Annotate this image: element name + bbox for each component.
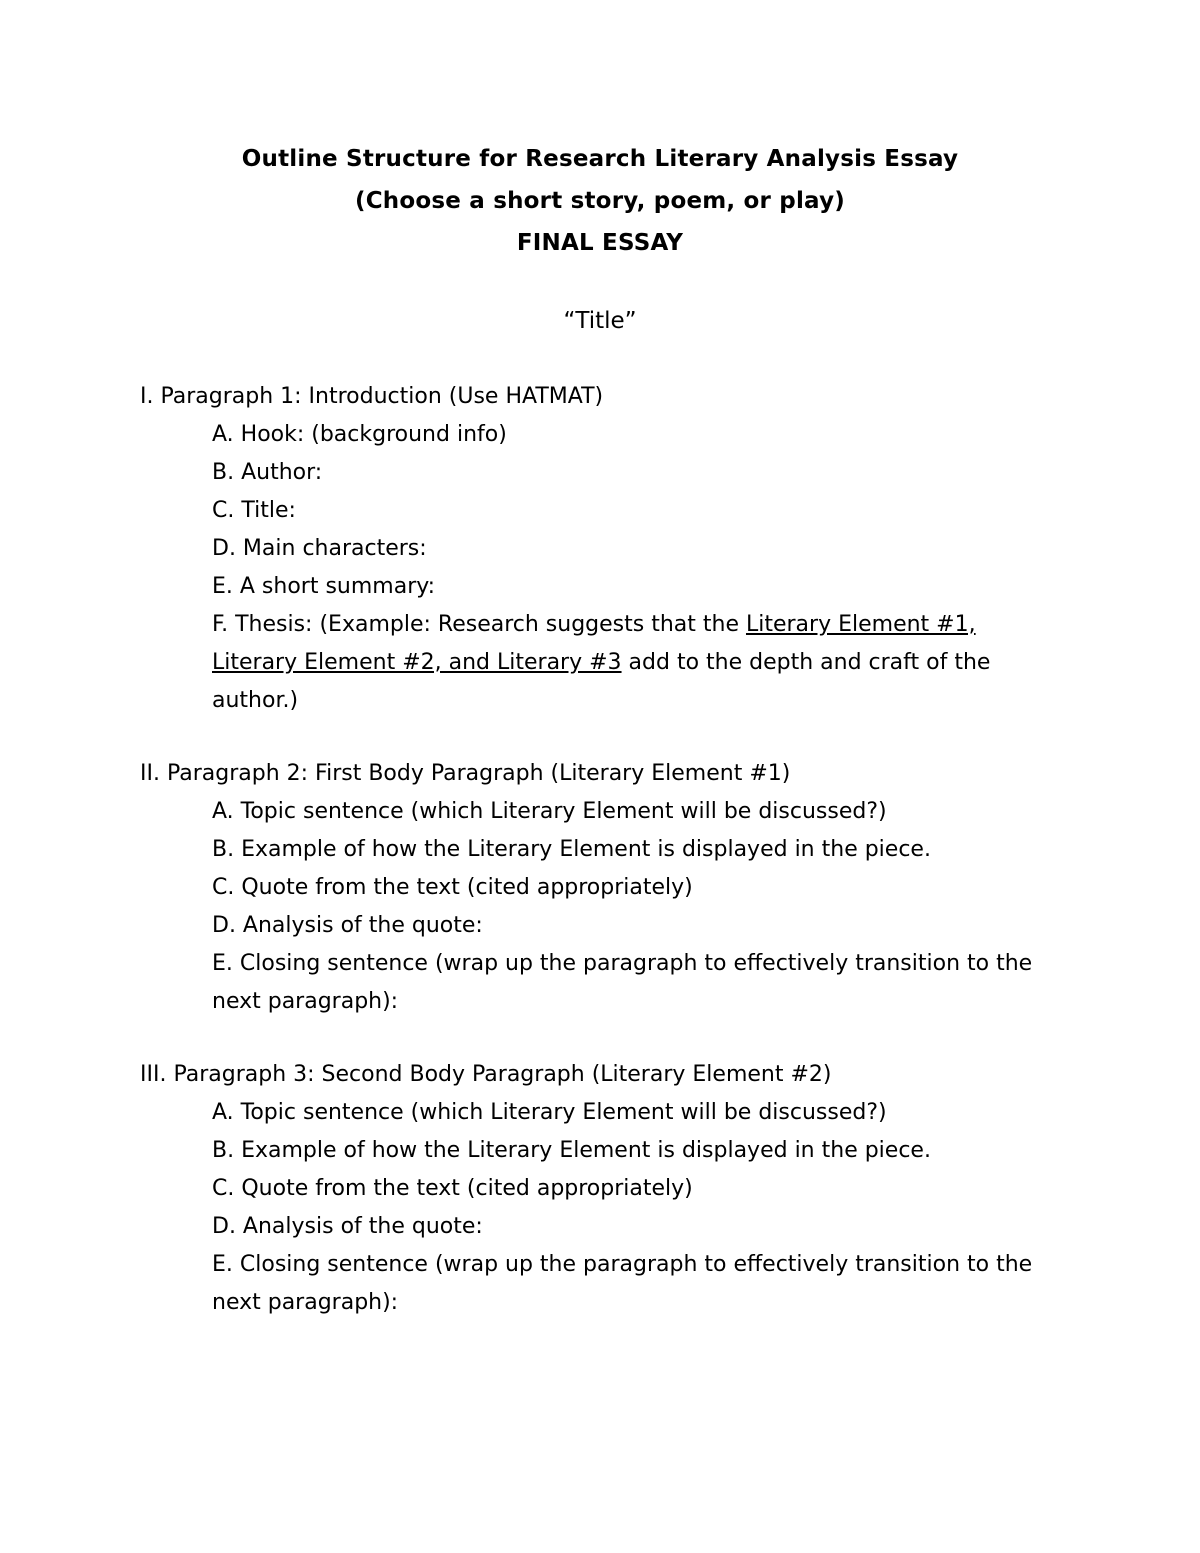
thesis-literary-elements: Literary Element #1, Literary Element #2, and Literary #3 bbox=[212, 612, 976, 675]
section-3-item-d: D. Analysis of the quote: bbox=[212, 1214, 483, 1239]
section-1-item-b: B. Author: bbox=[212, 460, 323, 485]
section-1-heading: I. Paragraph 1: Introduction (Use HATMAT) bbox=[140, 384, 604, 409]
section-1-items bbox=[140, 416, 1060, 720]
section-1-item-a: A. Hook: (background info) bbox=[212, 422, 507, 447]
document-heading-line-2: (Choose a short story, poem, or play) bbox=[355, 188, 845, 214]
section-3-items bbox=[140, 1094, 1060, 1322]
outline-section-2 bbox=[140, 755, 1060, 1021]
outline-section-1 bbox=[140, 378, 1060, 720]
section-2-item-d: D. Analysis of the quote: bbox=[212, 913, 483, 938]
outline-section-3 bbox=[140, 1056, 1060, 1322]
section-1-item-e: E. A short summary: bbox=[212, 574, 436, 599]
section-1-item-c: C. Title: bbox=[212, 498, 296, 523]
section-2-items bbox=[140, 793, 1060, 1021]
document-heading-line-3: FINAL ESSAY bbox=[516, 230, 684, 256]
section-2-item-c: C. Quote from the text (cited appropriately) bbox=[212, 875, 693, 900]
section-3-item-b: B. Example of how the Literary Element is displayed in the piece. bbox=[212, 1138, 931, 1163]
section-3-item-a: A. Topic sentence (which Literary Element will be discussed?) bbox=[212, 1100, 887, 1125]
thesis-suffix: add to the depth and craft of the author.) bbox=[212, 650, 991, 713]
document-heading-line-1: Outline Structure for Research Literary Analysis Essay bbox=[241, 146, 959, 172]
section-2-item-a: A. Topic sentence (which Literary Element will be discussed?) bbox=[212, 799, 887, 824]
section-2-item-e: E. Closing sentence (wrap up the paragraph to effectively transition to the next paragraph): bbox=[212, 951, 1033, 1014]
section-1-item-d: D. Main characters: bbox=[212, 536, 427, 561]
section-1-item-f-thesis bbox=[212, 606, 1060, 720]
section-2-heading: II. Paragraph 2: First Body Paragraph (Literary Element #1) bbox=[140, 761, 791, 786]
thesis-prefix: F. Thesis: (Example: Research suggests that the bbox=[212, 612, 746, 637]
section-3-heading: III. Paragraph 3: Second Body Paragraph (Literary Element #2) bbox=[140, 1062, 832, 1087]
section-3-item-c: C. Quote from the text (cited appropriately) bbox=[212, 1176, 693, 1201]
essay-title-placeholder: “Title” bbox=[563, 308, 637, 334]
section-3-item-e: E. Closing sentence (wrap up the paragraph to effectively transition to the next paragraph): bbox=[212, 1252, 1033, 1315]
section-2-item-b: B. Example of how the Literary Element is displayed in the piece. bbox=[212, 837, 931, 862]
